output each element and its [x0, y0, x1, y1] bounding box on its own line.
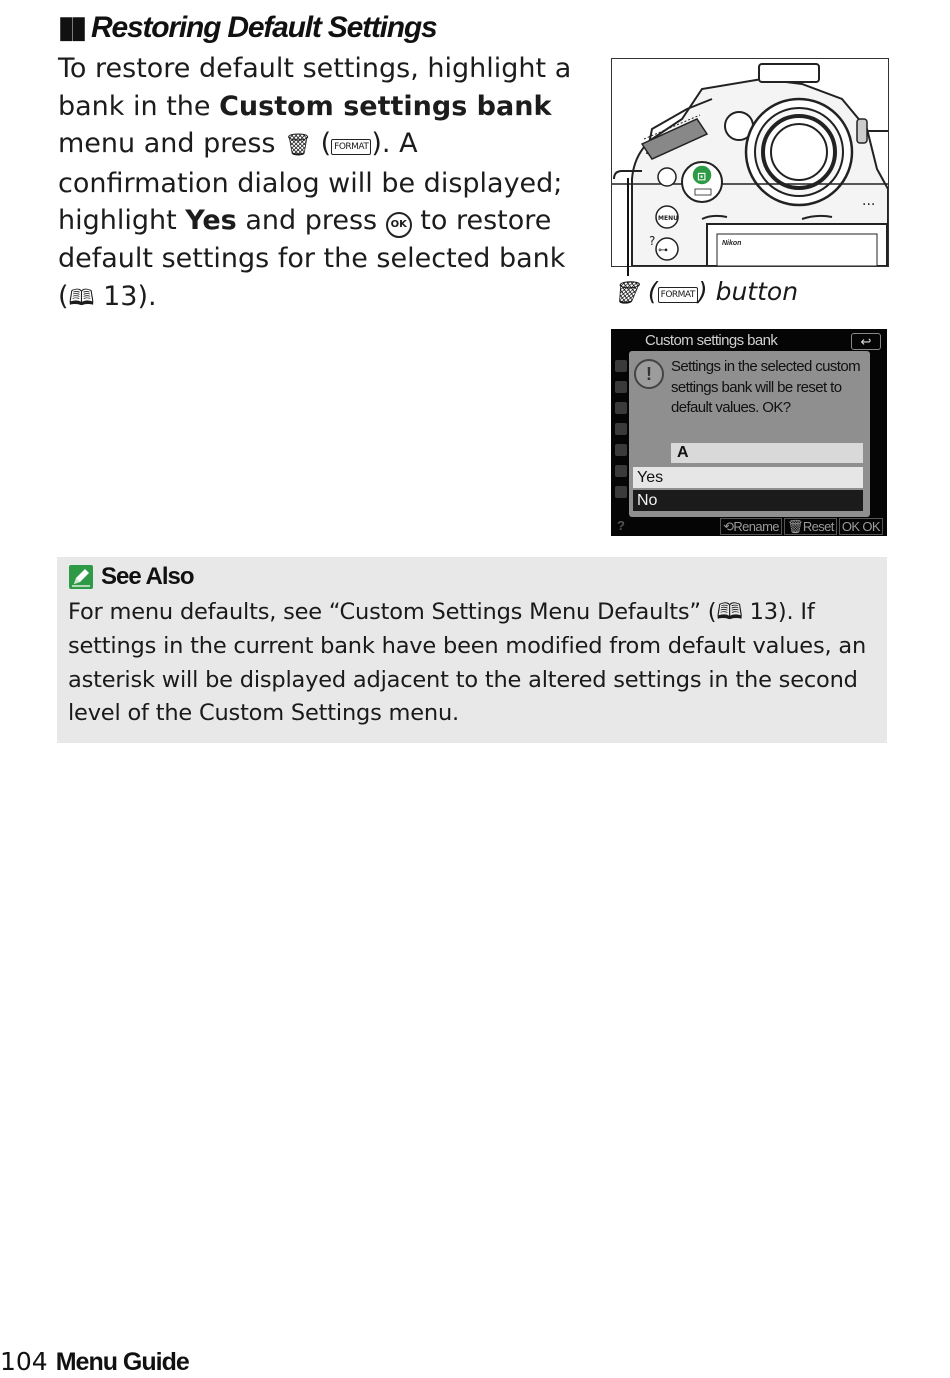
book-icon: 🕮	[716, 599, 743, 625]
shooting-tab-icon	[615, 381, 627, 393]
instructions-text: and press	[236, 205, 386, 237]
dialog-message: Settings in the selected custom settings bank will be reset to default values. OK?	[671, 358, 861, 416]
playback-tab-icon	[615, 360, 627, 372]
display-button-icon	[658, 168, 676, 186]
help-icon: ?	[649, 234, 656, 248]
menu-title: Custom settings bank	[645, 332, 778, 349]
svg-text:⊶: ⊶	[658, 245, 668, 256]
help-icon: ?	[617, 518, 625, 533]
page-footer	[0, 1347, 189, 1377]
callout-line	[627, 178, 629, 276]
format-icon: FORMAT	[331, 139, 371, 155]
warning-icon: !	[634, 359, 664, 389]
svg-text:...: ...	[862, 193, 876, 209]
see-also-text-part: For menu defaults, see “Custom Settings Menu Defaults” (	[68, 599, 717, 625]
instructions-text: to restore default settings for the selected bank (	[58, 205, 566, 312]
camera-menu-screen	[611, 329, 887, 536]
pencil-icon	[69, 565, 93, 589]
section-name: Menu Guide	[55, 1348, 189, 1376]
menu-name: Custom settings bank	[219, 90, 552, 122]
option-yes: Yes	[633, 467, 863, 488]
instructions-text: menu and press	[58, 128, 285, 160]
page-reference: 13).	[94, 280, 157, 312]
rename-hint: ⟲Rename	[720, 518, 782, 535]
custom-settings-tab-icon	[615, 423, 627, 435]
see-also-box	[57, 557, 887, 743]
page-number: 104	[0, 1347, 48, 1376]
caption-text: ) button	[697, 277, 799, 306]
ok-button-icon: OK	[386, 212, 412, 238]
format-icon: FORMAT	[658, 287, 698, 303]
delete-icon: 🗑	[284, 133, 313, 159]
confirmation-dialog	[629, 351, 870, 517]
screen-footer	[611, 518, 887, 536]
ok-hint: OK OK	[839, 518, 883, 535]
see-also-text	[68, 596, 878, 731]
yes-word: Yes	[185, 205, 237, 237]
camera-brand-label: Nikon	[722, 240, 742, 247]
instructions-text: To restore default settings, highlight a bank in the	[58, 53, 572, 122]
reset-hint: 🗑Reset	[784, 518, 837, 535]
retouch-tab-icon	[615, 465, 627, 477]
bank-label: A	[671, 443, 863, 463]
delete-icon: 🗑	[612, 281, 640, 306]
instructions-paragraph: To restore default settings, highlight a bank in the Custom settings bank menu and press 🗑 ( FORMAT ). A confirmation dialog will be displayed; highlight Yes and press OK to restore default settings for the selected bank (🕮 13).	[58, 53, 572, 312]
book-icon: 🕮	[68, 285, 95, 311]
heading-marker: ▮▮	[58, 11, 84, 44]
see-also-title: See Also	[101, 563, 194, 590]
movie-tab-icon	[615, 402, 627, 414]
button-caption: 🗑 ( FORMAT ) button	[612, 277, 799, 306]
back-icon: ↩	[851, 333, 881, 350]
svg-text:MENU: MENU	[658, 215, 678, 222]
instructions-text: ). A confirmation dialog will be displayed; highlight	[58, 128, 563, 237]
menu-tab-icons	[615, 351, 629, 507]
svg-text:⊡: ⊡	[697, 170, 707, 183]
camera-drawing	[612, 59, 888, 266]
section-heading	[58, 10, 437, 45]
heading-title: Restoring Default Settings	[91, 11, 437, 44]
my-menu-tab-icon	[615, 486, 627, 498]
option-no: No	[633, 490, 863, 511]
see-also-text-part: 13). If settings in the current bank have been modified from default values, an asterisk will be displayed adjacent to the altered settings in the second level of the Custom Settings menu.	[68, 599, 867, 727]
setup-tab-icon	[615, 444, 627, 456]
camera-illustration	[611, 58, 889, 267]
